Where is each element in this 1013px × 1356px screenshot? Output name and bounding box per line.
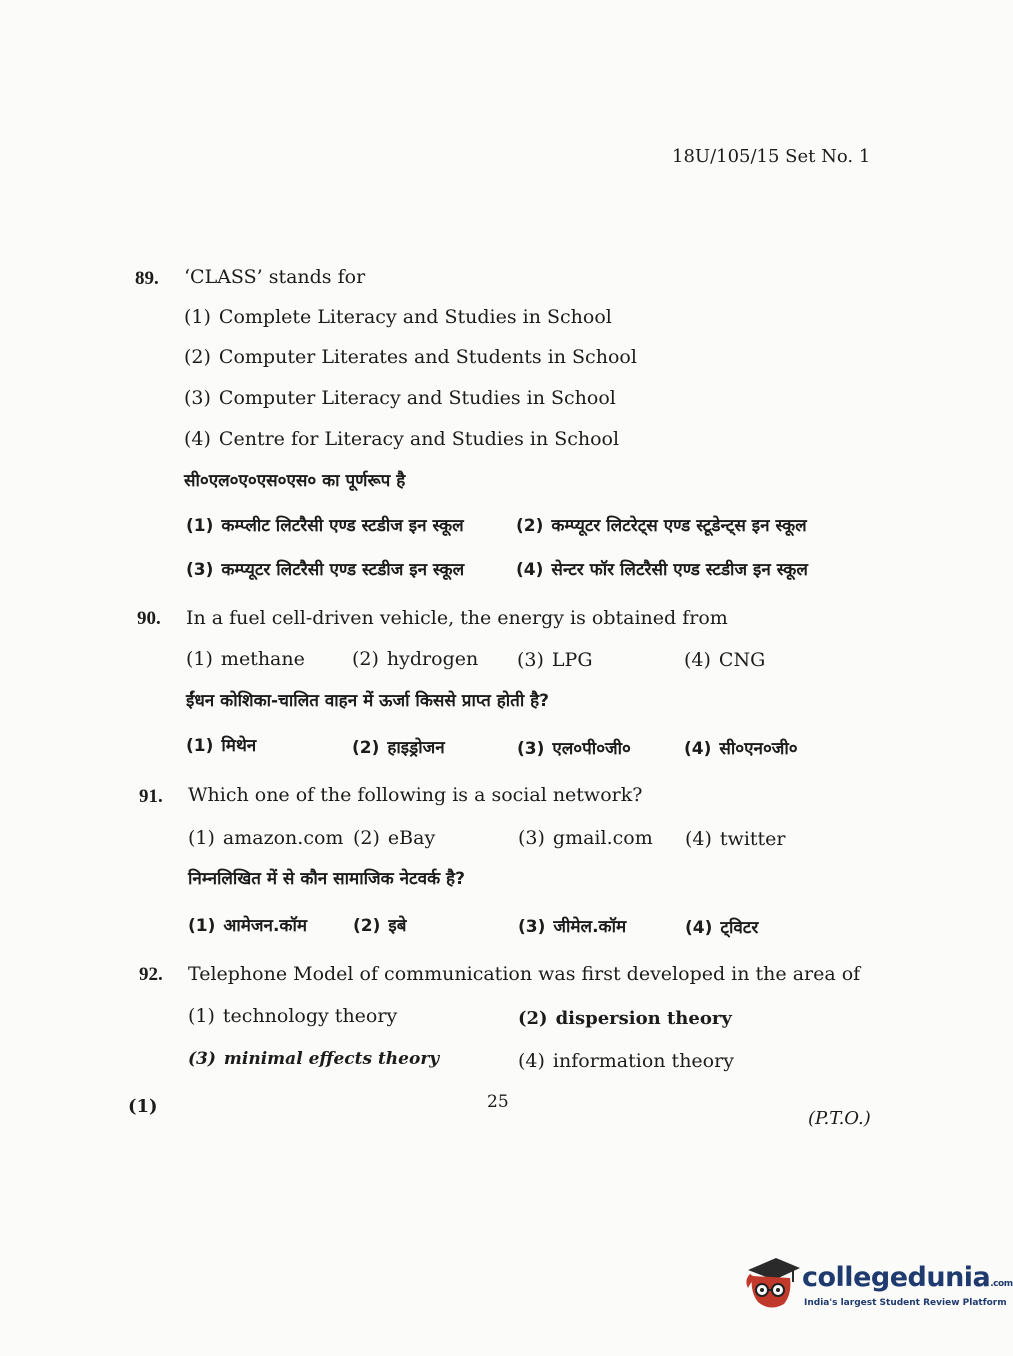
question-text-90-hi: ईंधन कोशिका-चालित वाहन में ऊर्जा किससे प्राप्त होती है? xyxy=(186,691,550,711)
question-number-92: 92. xyxy=(139,964,163,985)
q90-option-hi-4: (4) सी०एन०जी० xyxy=(684,739,798,759)
q90-option-hi-3: (3) एल०पी०जी० xyxy=(517,739,631,759)
q92-option-en-4: (4) information theory xyxy=(518,1050,734,1072)
q91-option-hi-4: (4) ट्विटर xyxy=(685,918,759,938)
watermark-tagline: India's largest Student Review Platform xyxy=(804,1298,1007,1308)
q89-option-en-2: (2) Computer Literates and Students in School xyxy=(184,346,637,368)
q91-option-hi-1: (1) आमेजन.कॉम xyxy=(188,916,308,936)
question-text-91-en: Which one of the following is a social network? xyxy=(188,784,643,806)
question-number-90: 90. xyxy=(137,608,161,629)
question-text-90-en: In a fuel cell-driven vehicle, the energy is obtained from xyxy=(186,607,728,629)
q91-option-hi-3: (3) जीमेल.कॉम xyxy=(518,917,627,937)
q92-option-en-1: (1) technology theory xyxy=(188,1005,398,1027)
collegedunia-logo-icon xyxy=(742,1250,800,1312)
q91-option-en-3: (3) gmail.com xyxy=(518,827,653,849)
question-text-89-en: ‘CLASS’ stands for xyxy=(184,266,366,288)
paper-code: 18U/105/15 Set No. 1 xyxy=(672,146,871,167)
q92-option-en-2: (2) dispersion theory xyxy=(518,1008,732,1029)
q89-option-hi-2: (2) कम्प्यूटर लिटरेट्स एण्ड स्टूडेन्ट्स इन स्कूल xyxy=(516,516,807,536)
q91-option-hi-2: (2) इबे xyxy=(353,916,407,936)
question-number-91: 91. xyxy=(139,786,163,807)
q89-option-hi-1: (1) कम्प्लीट लिटरैसी एण्ड स्टडीज इन स्कूल xyxy=(186,516,464,536)
q91-option-en-1: (1) amazon.com xyxy=(188,827,344,849)
q90-option-en-1: (1) methane xyxy=(186,648,305,670)
q89-option-en-3: (3) Computer Literacy and Studies in School xyxy=(184,387,616,409)
question-text-92-en: Telephone Model of communication was first developed in the area of xyxy=(188,963,861,985)
page-number: 25 xyxy=(487,1092,509,1112)
q89-option-hi-3: (3) कम्प्यूटर लिटरैसी एण्ड स्टडीज इन स्कूल xyxy=(186,560,465,580)
q89-option-en-4: (4) Centre for Literacy and Studies in School xyxy=(184,428,620,450)
q91-option-en-4: (4) twitter xyxy=(685,828,786,850)
q90-option-hi-2: (2) हाइड्रोजन xyxy=(352,738,445,758)
question-text-89-hi: सी०एल०ए०एस०एस० का पूर्णरूप है xyxy=(184,471,406,491)
q92-option-en-3: (3) minimal effects theory xyxy=(188,1049,440,1069)
question-text-91-hi: निम्नलिखित में से कौन सामाजिक नेटवर्क है? xyxy=(188,869,465,889)
pto-label: (P.T.O.) xyxy=(808,1108,871,1129)
q91-option-en-2: (2) eBay xyxy=(353,827,436,849)
q90-option-en-4: (4) CNG xyxy=(684,649,766,671)
question-number-89: 89. xyxy=(135,268,159,289)
watermark-brand: collegedunia.com xyxy=(802,1262,1013,1293)
q90-option-en-3: (3) LPG xyxy=(517,649,593,671)
q89-option-en-1: (1) Complete Literacy and Studies in School xyxy=(184,306,612,328)
q89-option-hi-4: (4) सेन्टर फॉर लिटरैसी एण्ड स्टडीज इन स्कूल xyxy=(516,560,808,580)
q90-option-en-2: (2) hydrogen xyxy=(352,648,479,670)
footer-left-marker: (1) xyxy=(128,1096,158,1117)
q90-option-hi-1: (1) मिथेन xyxy=(186,736,257,756)
